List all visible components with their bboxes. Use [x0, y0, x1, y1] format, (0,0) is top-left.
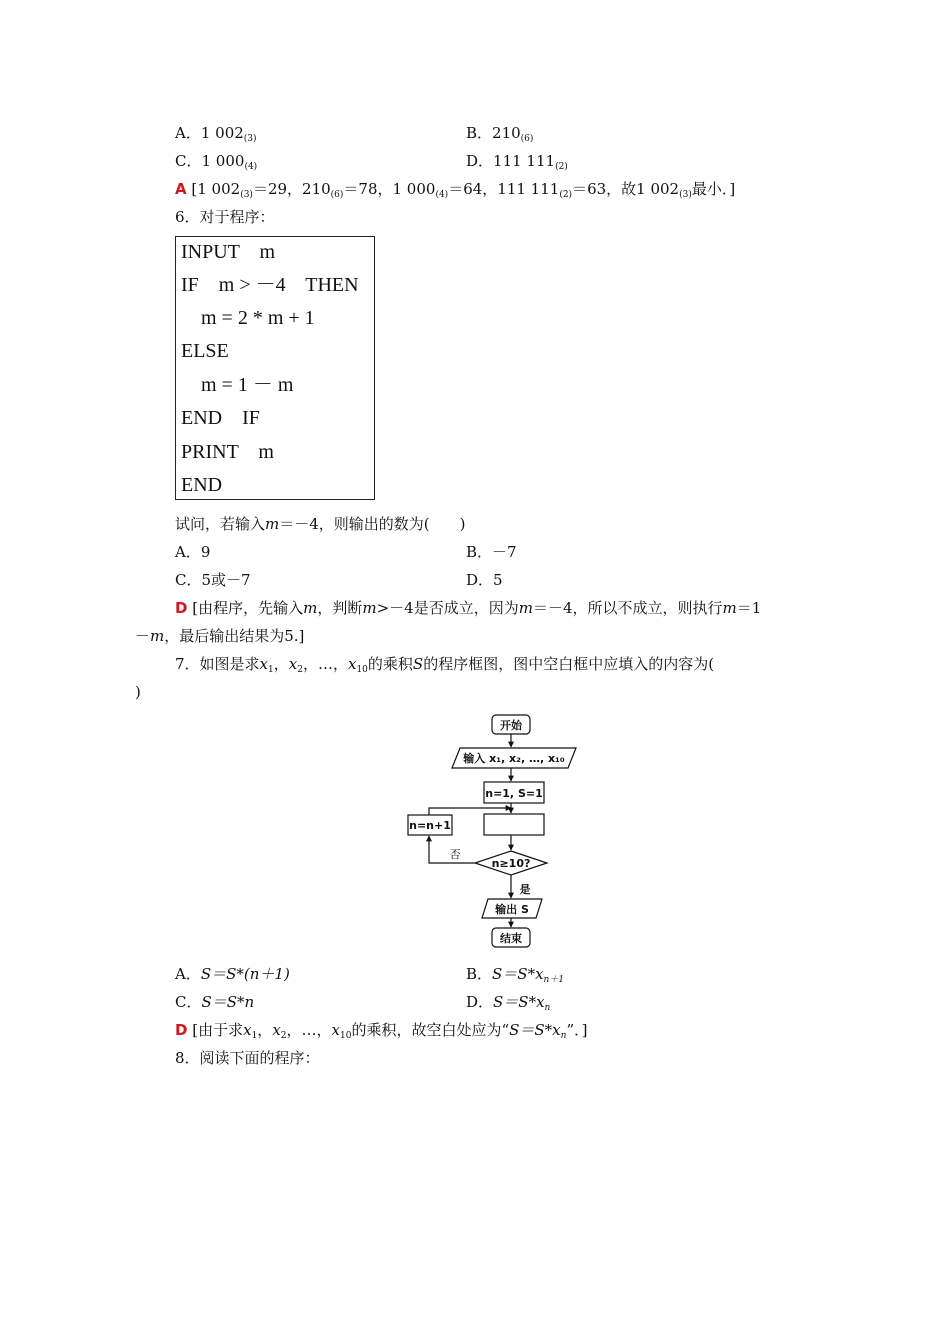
q7-flowchart — [400, 708, 600, 953]
code-line: m = 2 * m + 1 — [181, 307, 315, 329]
flow-input-label: 输入 x₁, x₂, …, x₁₀ — [463, 752, 565, 765]
code-line: IF m > －4 THEN — [181, 274, 359, 296]
q7-explanation: D [由于求$x_1$，$x_2$，…，$x_{10}$的乘积，故空白处应为“$S=S*x_n$”．] — [175, 1021, 588, 1041]
q6-title: 6．对于程序： — [175, 208, 275, 226]
q7-option-d: D．$S=S*x_n$ — [466, 993, 551, 1013]
code-line: END — [181, 474, 223, 496]
q5-answer-letter: A — [175, 180, 187, 198]
q6-question: 试问，若输入m＝－4，则输出的数为( ) — [175, 515, 466, 533]
q6-option-a: A．9 — [175, 543, 211, 561]
q5-option-d: D．111 $111_{(2)}$ — [466, 152, 568, 172]
code-line: PRINT m — [181, 441, 274, 463]
flow-increment-label: n=n+1 — [409, 819, 451, 832]
q6-option-d: D．5 — [466, 571, 503, 589]
q6-option-c: C．5或－7 — [175, 571, 251, 589]
q5-option-b: B．$210_{(6)}$ — [466, 124, 534, 144]
q7-option-c: C．S＝S*n — [175, 993, 255, 1011]
q6-code-box — [175, 236, 375, 500]
code-line: m = 1 － m — [181, 374, 294, 396]
q7-option-b: B．$S=S*x_{n+1}$ — [466, 965, 565, 985]
q6-explanation-line1: D [由程序，先输入m，判断m>－4是否成立，因为m＝－4，所以不成立，则执行m＝1 — [175, 599, 762, 617]
q8-title: 8．阅读下面的程序： — [175, 1049, 320, 1067]
flow-output-label: 输出 S — [495, 903, 529, 916]
q5-option-a: A．1 $002_{(3)}$ — [175, 124, 257, 144]
flow-end-label: 结束 — [500, 932, 522, 945]
code-line: END IF — [181, 407, 260, 429]
q7-question-close: ) — [135, 683, 141, 701]
code-line: INPUT m — [181, 241, 276, 263]
q5-explanation: A [1 $002_{(3)}=29$，$210_{(6)}=78$，1 $000_{(4)}=64$，111 $111_{(2)}=63$，故1 $002_{(3)}$最小．] — [175, 180, 736, 200]
q7-question: 7．如图是求$x_1$，$x_2$，…，$x_{10}$的乘积S的程序框图，图中空白框中应填入的内容为( — [175, 655, 715, 675]
flow-blank-box — [484, 814, 544, 835]
flow-no-label: 否 — [449, 848, 461, 861]
q6-explanation-line2: －m，最后输出结果为5.] — [135, 627, 305, 645]
q6-option-b: B．－7 — [466, 543, 517, 561]
q7-answer-letter: D — [175, 1021, 188, 1039]
q7-option-a: A．S＝S*(n＋1) — [175, 965, 290, 983]
code-line: ELSE — [181, 340, 229, 362]
flow-start-label: 开始 — [500, 719, 522, 732]
flow-condition-label: n≥10? — [491, 857, 531, 870]
flow-yes-label: 是 — [519, 883, 531, 896]
q5-option-c: C．1 $000_{(4)}$ — [175, 152, 258, 172]
flow-init-label: n=1, S=1 — [485, 787, 543, 800]
q6-answer-letter: D — [175, 599, 188, 617]
